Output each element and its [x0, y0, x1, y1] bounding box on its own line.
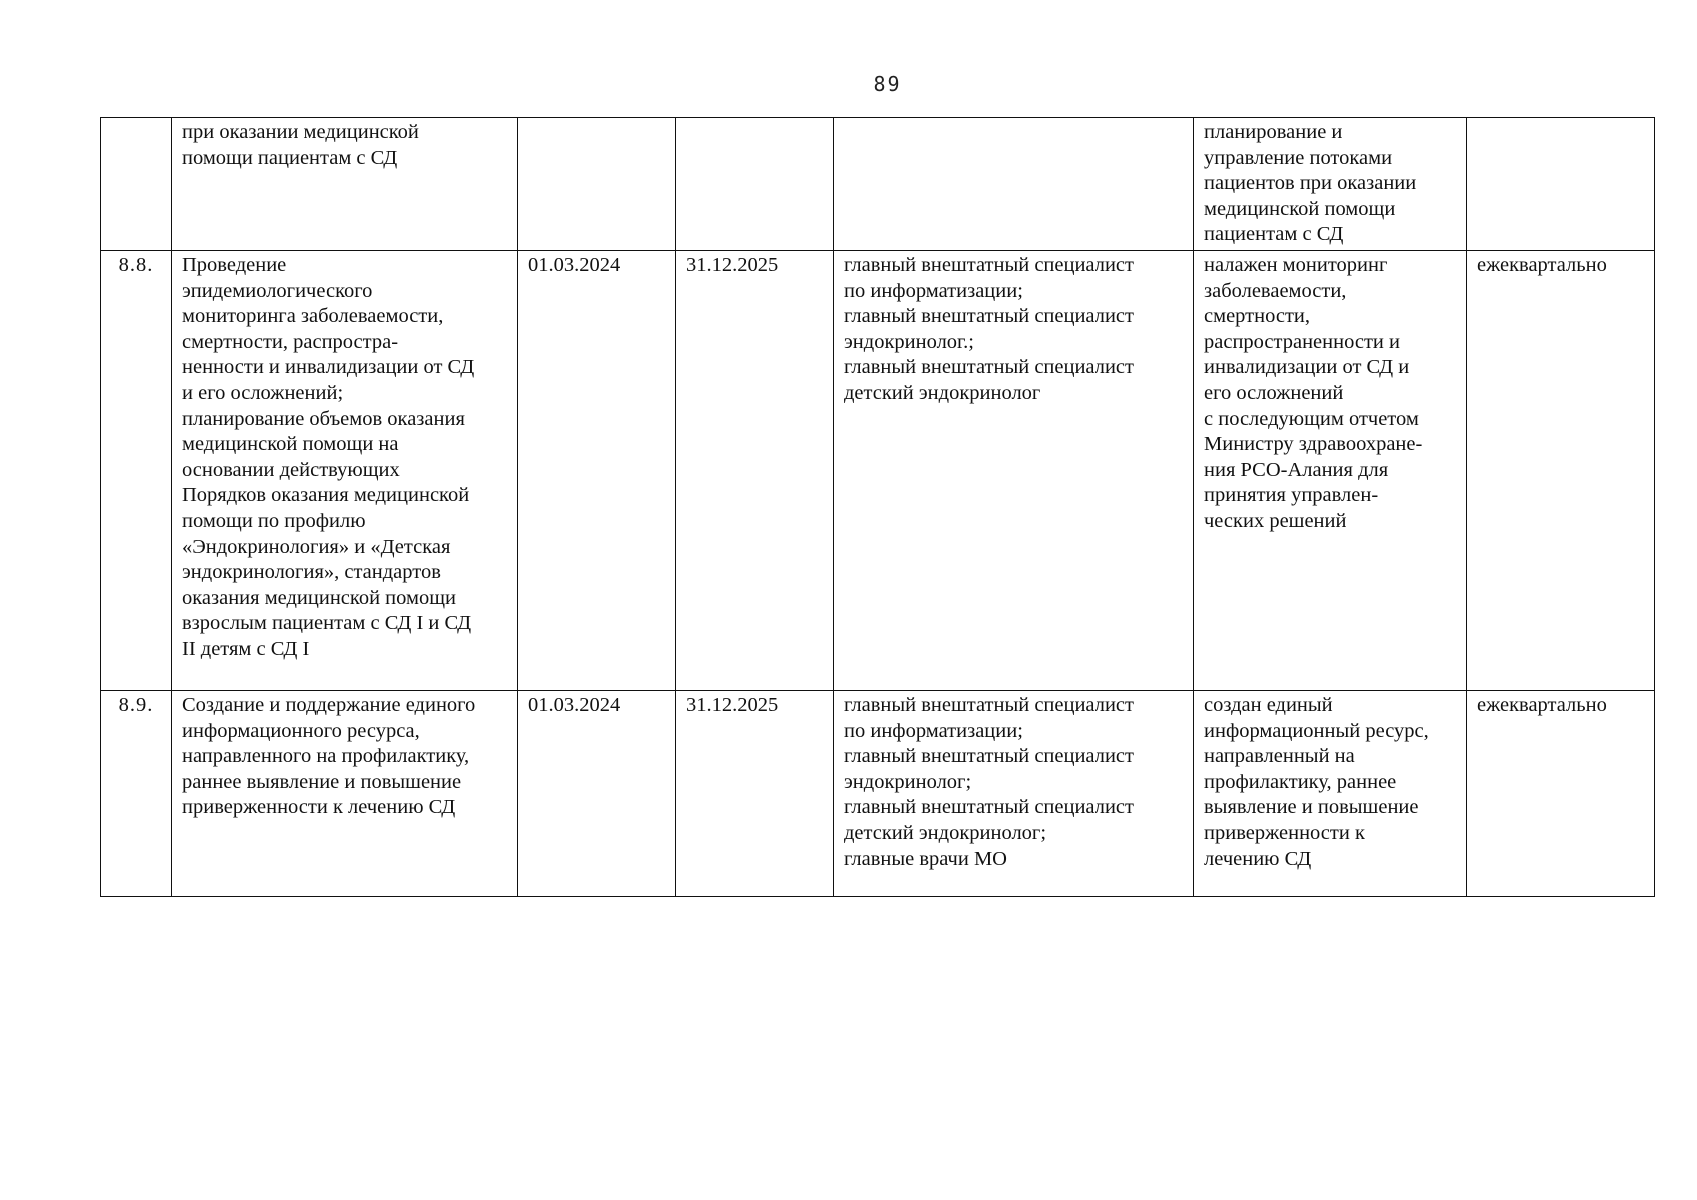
end-date-cell: 31.12.2025 [676, 690, 834, 896]
periodicity-cell: ежеквартально [1467, 250, 1655, 690]
cell-text-line: приверженности к [1204, 821, 1365, 844]
cell-text-line: инвалидизации от СД и [1204, 356, 1410, 379]
table-row [101, 250, 1655, 690]
responsible-cell [834, 690, 1194, 896]
activity-cell [172, 690, 518, 896]
cell-text-line: пациентам с СД [1204, 223, 1344, 246]
cell-text-line: выявление и повышение [1204, 796, 1419, 819]
cell-text-line: Создание и поддержание единого [182, 693, 476, 716]
start-date-cell [518, 118, 676, 251]
cell-text-line: информационный ресурс, [1204, 719, 1429, 742]
cell-text-line: Порядков оказания медицинской [182, 484, 470, 507]
cell-text-line: эндокринология», стандартов [182, 561, 441, 584]
cell-text-line: планирование объемов оказания [182, 407, 465, 430]
cell-text-line: детский эндокринолог; [844, 821, 1047, 844]
cell-text-line: направленный на [1204, 745, 1355, 768]
cell-text-line: при оказании медицинской [182, 121, 419, 143]
cell-text-line: приверженности к лечению СД [182, 796, 456, 819]
cell-text-line: медицинской помощи на [182, 433, 399, 456]
start-date-cell: 01.03.2024 [518, 250, 676, 690]
cell-text-line: «Эндокринология» и «Детская [182, 535, 451, 558]
cell-text-line: помощи пациентам с СД [182, 146, 398, 169]
cell-text-line: главный внештатный специалист [844, 745, 1134, 768]
activity-cell [172, 250, 518, 690]
cell-text-line: управление потоками [1204, 146, 1393, 169]
cell-text-line: мониторинга заболеваемости, [182, 305, 444, 328]
result-cell [1194, 250, 1467, 690]
cell-text-line: главный внештатный специалист [844, 253, 1134, 276]
cell-text-line: раннее выявление и повышение [182, 770, 462, 793]
end-date-cell [676, 118, 834, 251]
cell-text-line: его осложнений [1204, 381, 1344, 404]
responsible-cell [834, 118, 1194, 251]
cell-text-line: основании действующих [182, 458, 400, 481]
cell-text-line: смертности, [1204, 305, 1310, 328]
cell-text-line: Министру здравоохране- [1204, 433, 1423, 456]
end-date-cell: 31.12.2025 [676, 250, 834, 690]
cell-text-line: эндокринолог.; [844, 330, 974, 353]
cell-text-line: Проведение [182, 253, 287, 276]
cell-text-line: медицинской помощи [1204, 197, 1396, 220]
result-cell [1194, 118, 1467, 251]
cell-text-line: оказания медицинской помощи [182, 586, 456, 609]
cell-text-line: ческих решений [1204, 509, 1347, 532]
cell-text-line: главный внештатный специалист [844, 693, 1134, 716]
cell-text-line: налажен мониторинг [1204, 253, 1388, 276]
responsible-cell [834, 250, 1194, 690]
cell-text-line: по информатизации; [844, 719, 1023, 742]
cell-text-line: ненности и инвалидизации от СД [182, 356, 475, 379]
cell-text-line: распространенности и [1204, 330, 1400, 353]
cell-text-line: II детям с СД I [182, 637, 310, 660]
cell-text-line: планирование и [1204, 121, 1343, 143]
cell-text-line: помощи по профилю [182, 509, 366, 532]
periodicity-cell [1467, 118, 1655, 251]
cell-text-line: пациентов при оказании [1204, 172, 1417, 195]
item-number-cell: 8.9. [101, 690, 172, 896]
cell-text-line: лечению СД [1204, 847, 1312, 870]
cell-text-line: взрослым пациентам с СД I и СД [182, 612, 472, 635]
cell-text-line: смертности, распростра- [182, 330, 399, 353]
item-number-cell [101, 118, 172, 251]
item-number-cell: 8.8. [101, 250, 172, 690]
page-number: 89 [873, 72, 902, 96]
periodicity-cell: ежеквартально [1467, 690, 1655, 896]
cell-text-line: главный внештатный специалист [844, 796, 1134, 819]
activity-cell [172, 118, 518, 251]
cell-text-line: главный внештатный специалист [844, 305, 1134, 328]
table-row [101, 690, 1655, 896]
cell-text-line: и его осложнений; [182, 381, 344, 404]
cell-text-line: главные врачи МО [844, 847, 1007, 870]
cell-text-line: эндокринолог; [844, 770, 972, 793]
cell-text-line: с последующим отчетом [1204, 407, 1419, 430]
cell-text-line: детский эндокринолог [844, 381, 1041, 404]
table-row [101, 118, 1655, 251]
cell-text-line: главный внештатный специалист [844, 356, 1134, 379]
cell-text-line: ния РСО-Алания для [1204, 458, 1389, 481]
cell-text-line: направленного на профилактику, [182, 745, 470, 768]
cell-text-line: принятия управлен- [1204, 484, 1379, 507]
cell-text-line: создан единый [1204, 693, 1333, 716]
result-cell [1194, 690, 1467, 896]
cell-text-line: информационного ресурса, [182, 719, 420, 742]
cell-text-line: по информатизации; [844, 279, 1023, 302]
cell-text-line: эпидемиологического [182, 279, 373, 302]
action-plan-table [100, 117, 1655, 897]
cell-text-line: профилактику, раннее [1204, 770, 1397, 793]
start-date-cell: 01.03.2024 [518, 690, 676, 896]
cell-text-line: заболеваемости, [1204, 279, 1347, 302]
